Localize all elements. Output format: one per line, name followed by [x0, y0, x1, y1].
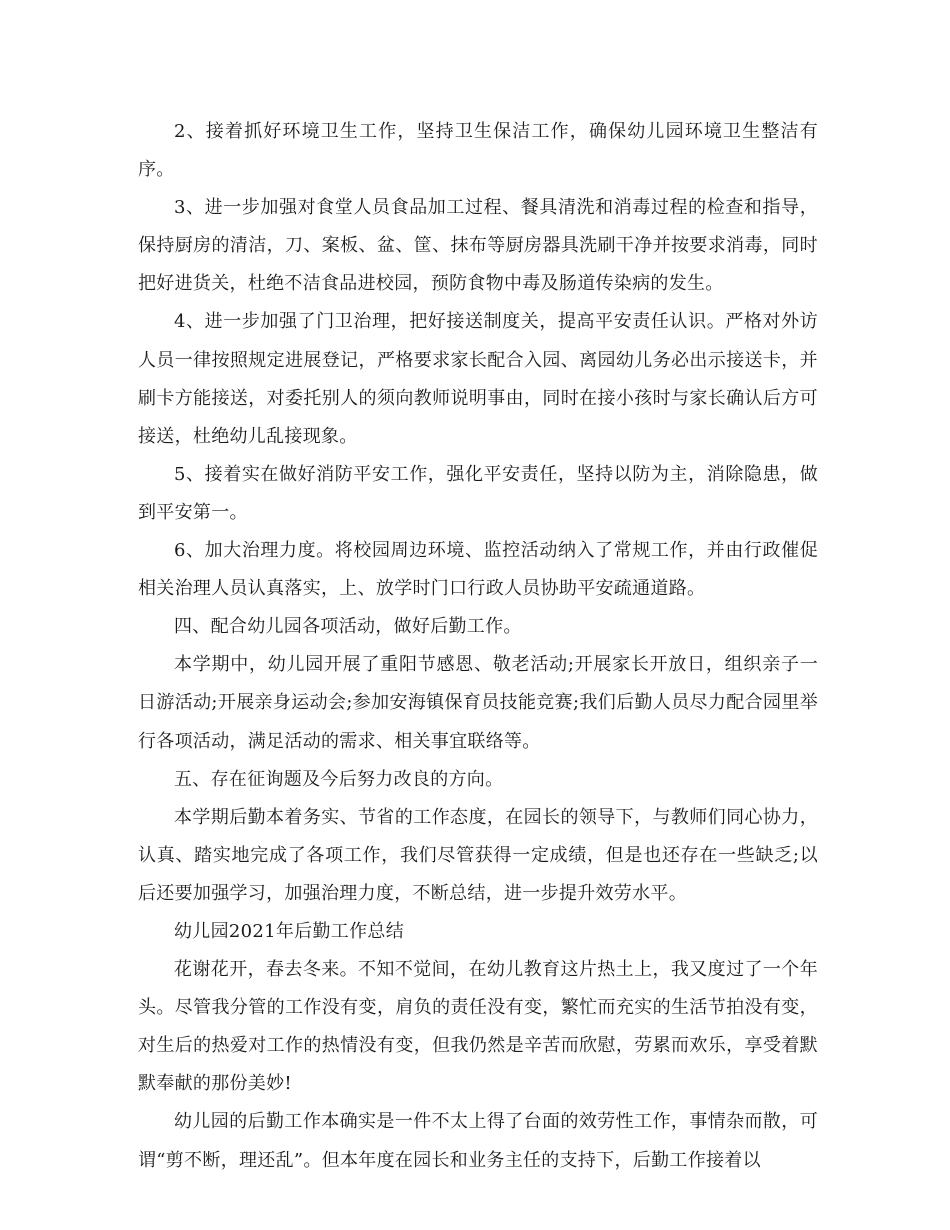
- paragraph-logistics-nature: 幼儿园的后勤工作本确实是一件不太上得了台面的效劳性工作，事情杂而散，可谓“剪不断，理还乱”。但本年度在园长和业务主任的支持下，后勤工作接着以: [138, 1111, 818, 1171]
- paragraph-gate-management: 4、进一步加强了门卫治理，把好接送制度关，提高平安责任认识。严格对外访人员一律按照规定进展登记，严格要求家长配合入园、离园幼儿务必出示接送卡，并刷卡方能接送，对委托别人的须向教师说明事由，同时在接小孩时与家长确认后方可接送，杜绝幼儿乱接现象。: [138, 311, 818, 447]
- paragraph-management-effort: 6、加大治理力度。将校园周边环境、监控活动纳入了常规工作，并由行政催促相关治理人员认真落实，上、放学时门口行政人员协助平安疏通道路。: [138, 540, 818, 600]
- document-body: [138, 113, 818, 1180]
- section-heading-improvements: 五、存在征询题及今后努力改良的方向。: [174, 768, 504, 790]
- document-subtitle: 幼儿园2021年后勤工作总结: [174, 920, 405, 942]
- paragraph-improvements: 本学期后勤本着务实、节省的工作态度，在园长的领导下，与教师们同心协力，认真、踏实地完成了各项工作，我们尽管获得一定成绩，但是也还存在一些缺乏;以后还要加强学习，加强治理力度，不断总结，进一步提升效劳水平。: [138, 806, 818, 904]
- section-heading-activities: 四、配合幼儿园各项活动，做好后勤工作。: [174, 616, 522, 638]
- paragraph-activities: 本学期中，幼儿园开展了重阳节感恩、敬老活动;开展家长开放日，组织亲子一日游活动;开展亲身运动会;参加安海镇保育员技能竞赛;我们后勤人员尽力配合园里举行各项活动，满足活动的需求、相关事宜联络等。: [138, 654, 818, 752]
- paragraph-year-intro: 花谢花开，春去冬来。不知不觉间，在幼儿教育这片热土上，我又度过了一个年头。尽管我分管的工作没有变，肩负的责任没有变，繁忙而充实的生活节拍没有变，对生后的热爱对工作的热情没有变，但我仍然是辛苦而欣慰，劳累而欢乐，享受着默默奉献的那份美妙!: [138, 959, 818, 1095]
- paragraph-canteen-inspection: 3、进一步加强对食堂人员食品加工过程、餐具清洗和消毒过程的检查和指导，保持厨房的清洁，刀、案板、盆、筐、抹布等厨房器具洗刷干净并按要求消毒，同时把好进货关，杜绝不洁食品进校园，预防食物中毒及肠道传染病的发生。: [138, 197, 818, 295]
- paragraph-fire-safety: 5、接着实在做好消防平安工作，强化平安责任，坚持以防为主，消除隐患，做到平安第一。: [138, 463, 818, 523]
- paragraph-environment-hygiene: 2、接着抓好环境卫生工作，坚持卫生保洁工作，确保幼儿园环境卫生整洁有序。: [138, 121, 818, 181]
